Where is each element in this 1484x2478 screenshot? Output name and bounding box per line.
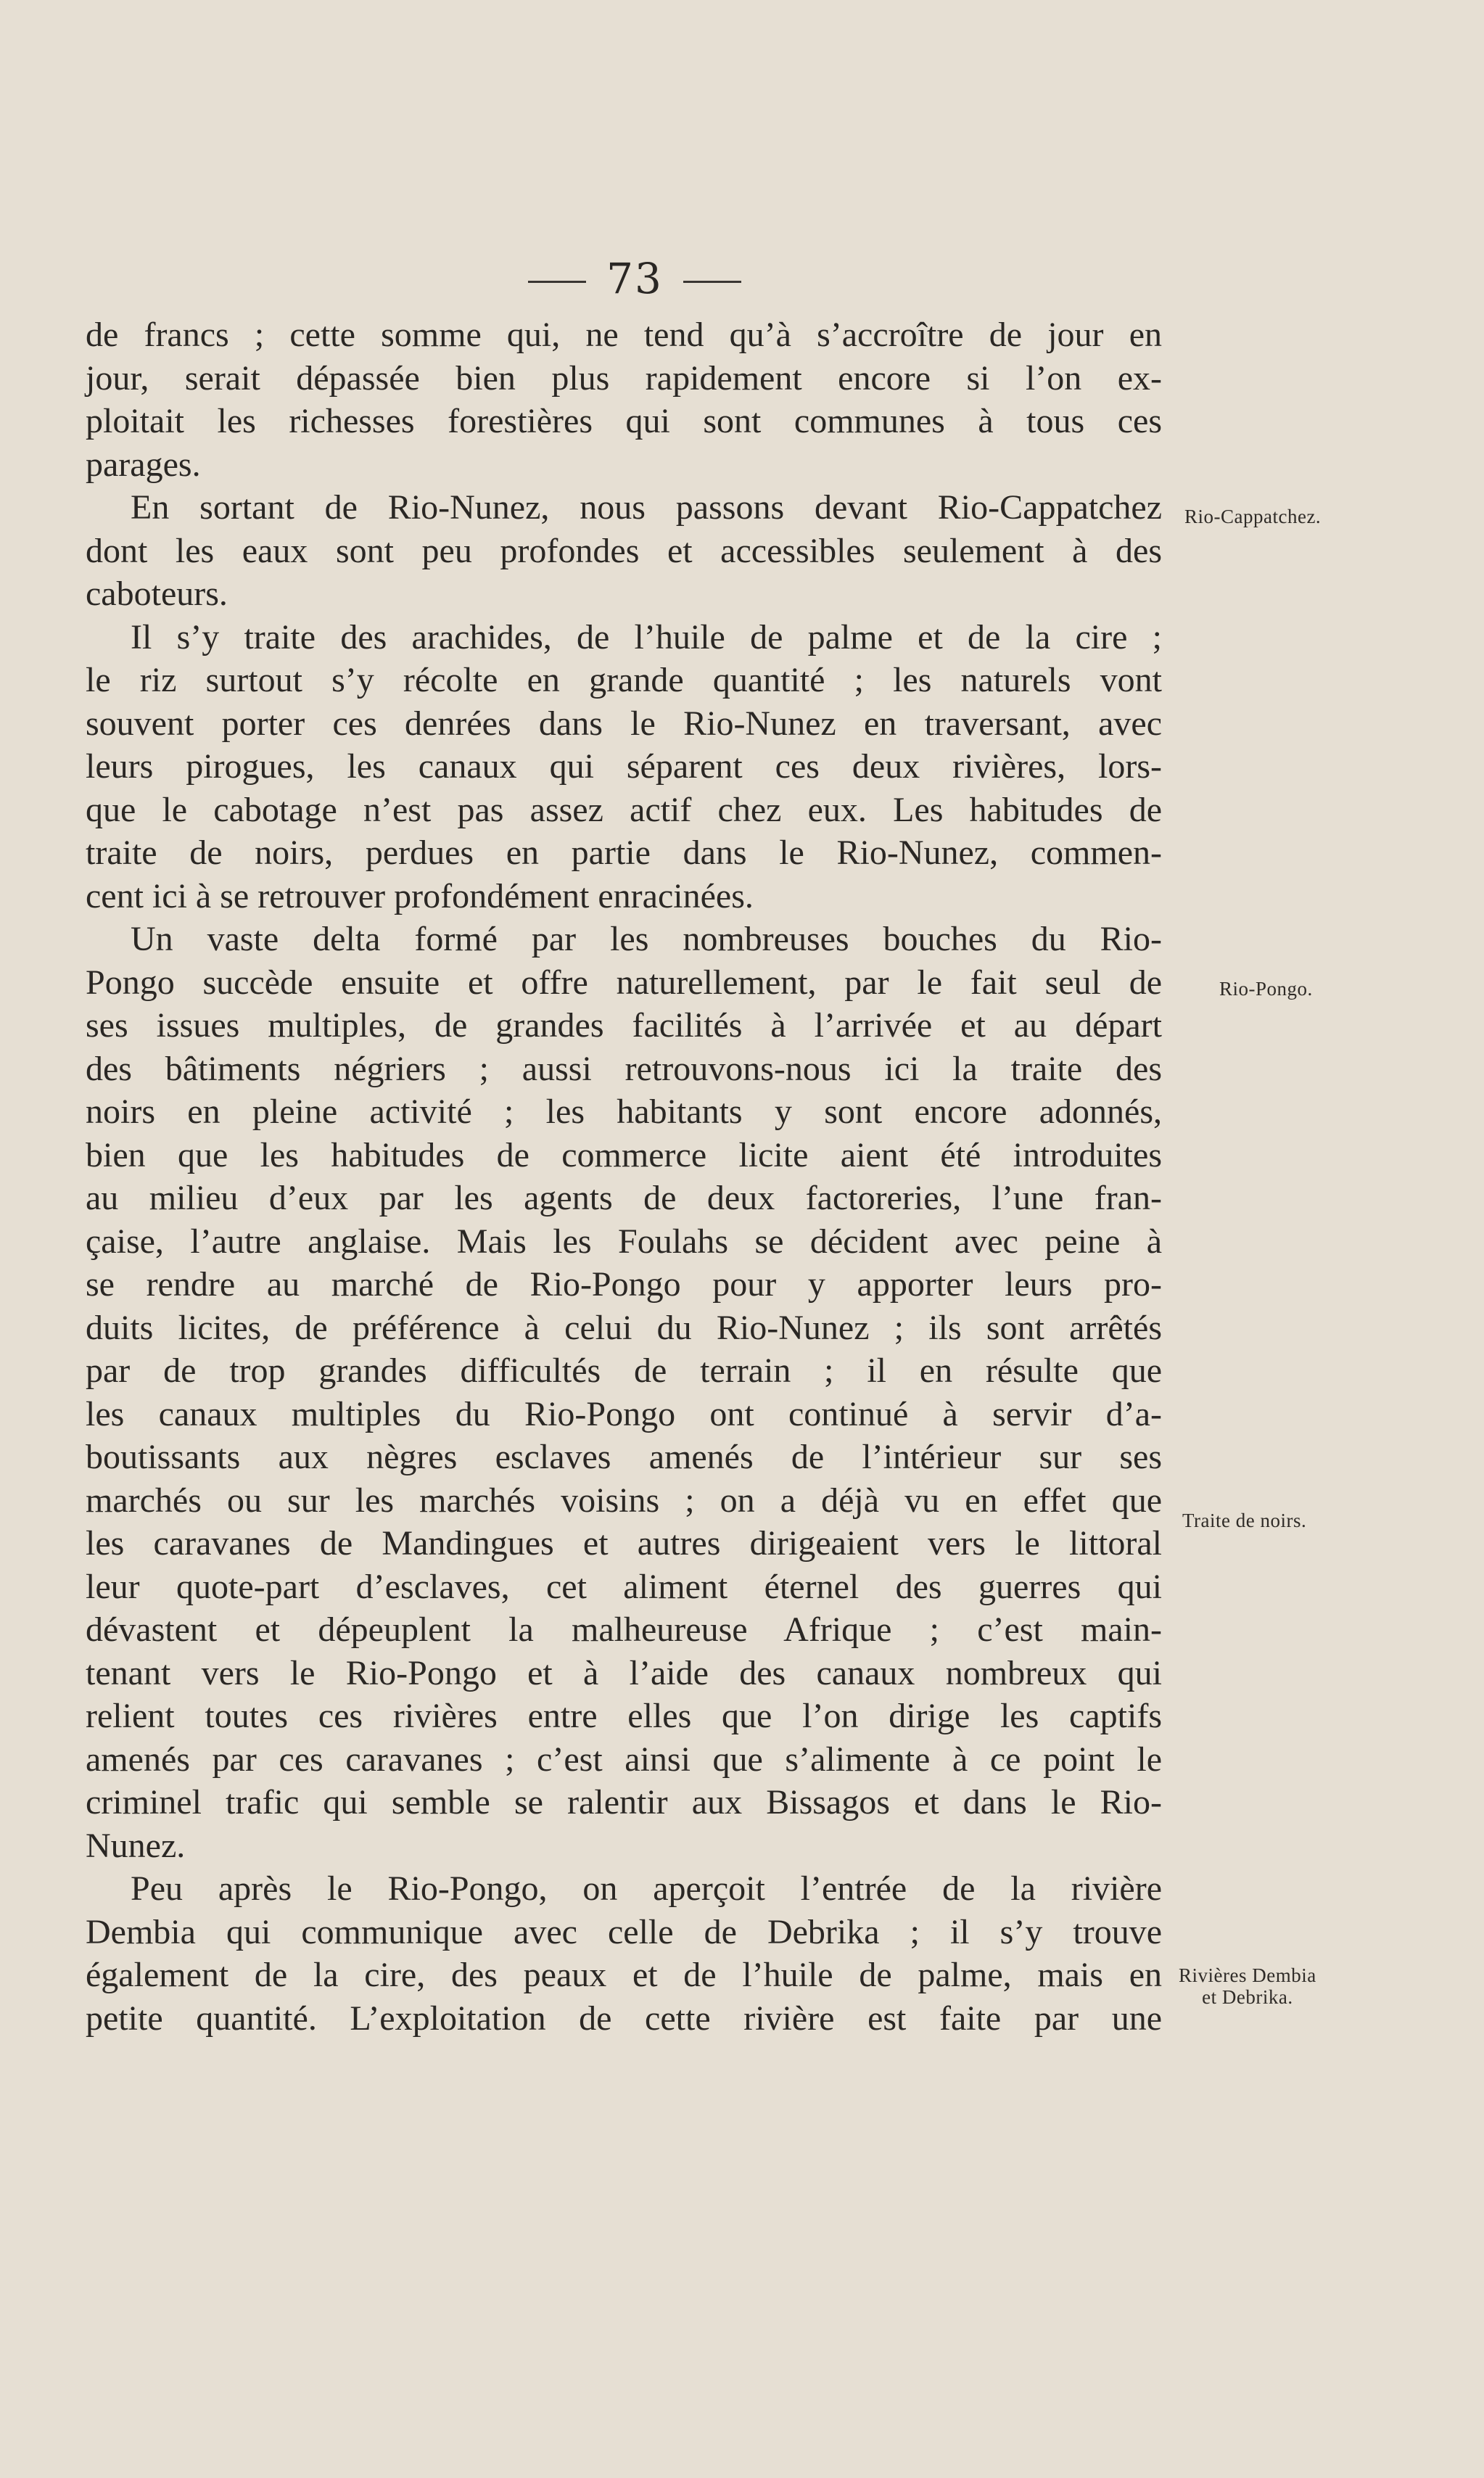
- text-line: tenant vers le Rio-Pongo et à l’aide des canaux nombreux qui: [86, 1653, 1162, 1692]
- page-number: 73: [606, 254, 663, 303]
- text-line: les canaux multiples du Rio-Pongo ont continué à servir d’a-: [86, 1394, 1162, 1433]
- text-line: duits licites, de préférence à celui du Rio-Nunez ; ils sont arrêtés: [86, 1308, 1162, 1347]
- margin-note-traite-de-noirs: [1182, 1510, 1306, 1531]
- margin-note-text: Rio-Cappatchez.: [1184, 506, 1322, 527]
- text-line: caboteurs.: [86, 575, 228, 613]
- margin-note-text: Traite de noirs.: [1182, 1510, 1307, 1531]
- text-line: Peu après le Rio-Pongo, on aperçoit l’entrée de la rivière: [131, 1869, 1162, 1908]
- body-text: [86, 313, 1162, 2040]
- text-line: des bâtiments négriers ; aussi retrouvons-nous ici la traite des: [86, 1049, 1162, 1088]
- margin-note-text: Rivières Dembia: [1179, 1964, 1316, 1986]
- text-line: les caravanes de Mandingues et autres dirigeaient vers le littoral: [86, 1524, 1162, 1563]
- text-line: ploitait les richesses forestières qui sont communes à tous ces: [86, 402, 1162, 440]
- text-line: souvent porter ces denrées dans le Rio-Nunez en traversant, avec: [86, 704, 1162, 743]
- text-line: jour, serait dépassée bien plus rapidement encore si l’on ex-: [86, 358, 1162, 398]
- text-line: amenés par ces caravanes ; c’est ainsi que s’alimente à ce point le: [86, 1740, 1162, 1779]
- text-line: se rendre au marché de Rio-Pongo pour y apporter leurs pro-: [86, 1265, 1162, 1304]
- margin-note-rivieres-dembia: [1179, 1964, 1316, 2008]
- text-line: par de trop grandes difficultés de terrain ; il en résulte que: [86, 1351, 1162, 1390]
- header-dash-left: [528, 281, 586, 283]
- margin-note-rio-cappatchez: [1184, 506, 1321, 527]
- text-line: dont les eaux sont peu profondes et accessibles seulement à des: [86, 531, 1162, 570]
- text-line: marchés ou sur les marchés voisins ; on a déjà vu en effet que: [86, 1481, 1162, 1520]
- text-line: Un vaste delta formé par les nombreuses bouches du Rio-: [131, 920, 1162, 958]
- text-line: boutissants aux nègres esclaves amenés de l’intérieur sur ses: [86, 1438, 1162, 1476]
- text-line: également de la cire, des peaux et de l’huile de palme, mais en: [86, 1956, 1162, 1994]
- text-line: Dembia qui communique avec celle de Debrika ; il s’y trouve: [86, 1912, 1162, 1951]
- text-line: le riz surtout s’y récolte en grande quantité ; les naturels vont: [86, 661, 1162, 699]
- text-line: parages.: [86, 445, 201, 484]
- text-line: ses issues multiples, de grandes facilités à l’arrivée et au départ: [86, 1006, 1162, 1045]
- text-line: au milieu d’eux par les agents de deux factoreries, l’une fran-: [86, 1179, 1162, 1217]
- margin-note-rio-pongo: [1219, 978, 1313, 1000]
- text-line: leurs pirogues, les canaux qui séparent ces deux rivières, lors-: [86, 747, 1162, 786]
- text-line: de francs ; cette somme qui, ne tend qu’à s’accroître de jour en: [86, 316, 1162, 354]
- text-line: leur quote-part d’esclaves, cet aliment éternel des guerres qui: [86, 1567, 1162, 1606]
- text-line: que le cabotage n’est pas assez actif chez eux. Les habitudes de: [86, 790, 1162, 829]
- header-dash-right: [683, 281, 741, 283]
- text-line: traite de noirs, perdues en partie dans le Rio-Nunez, commen-: [86, 833, 1162, 872]
- text-line: Nunez.: [86, 1826, 186, 1865]
- text-line: criminel trafic qui semble se ralentir aux Bissagos et dans le Rio-: [86, 1783, 1162, 1822]
- text-line: cent ici à se retrouver profondément enracinées.: [86, 876, 754, 915]
- page-header: [0, 254, 1269, 303]
- text-line: relient toutes ces rivières entre elles que l’on dirige les captifs: [86, 1697, 1162, 1735]
- text-line: Il s’y traite des arachides, de l’huile de palme et de la cire ;: [131, 617, 1162, 656]
- margin-note-text: Rio-Pongo.: [1219, 978, 1313, 1000]
- text-line: En sortant de Rio-Nunez, nous passons devant Rio-Cappatchez: [131, 488, 1162, 527]
- margin-note-text: et Debrika.: [1202, 1986, 1293, 2008]
- text-line: noirs en pleine activité ; les habitants y sont encore adonnés,: [86, 1092, 1162, 1131]
- text-line: bien que les habitudes de commerce licite aient été introduites: [86, 1135, 1162, 1174]
- text-line: çaise, l’autre anglaise. Mais les Foulahs se décident avec peine à: [86, 1222, 1162, 1261]
- text-line: petite quantité. L’exploitation de cette rivière est faite par une: [86, 1999, 1162, 2038]
- text-line: dévastent et dépeuplent la malheureuse Afrique ; c’est main-: [86, 1610, 1162, 1649]
- text-line: Pongo succède ensuite et offre naturellement, par le fait seul de: [86, 963, 1162, 1002]
